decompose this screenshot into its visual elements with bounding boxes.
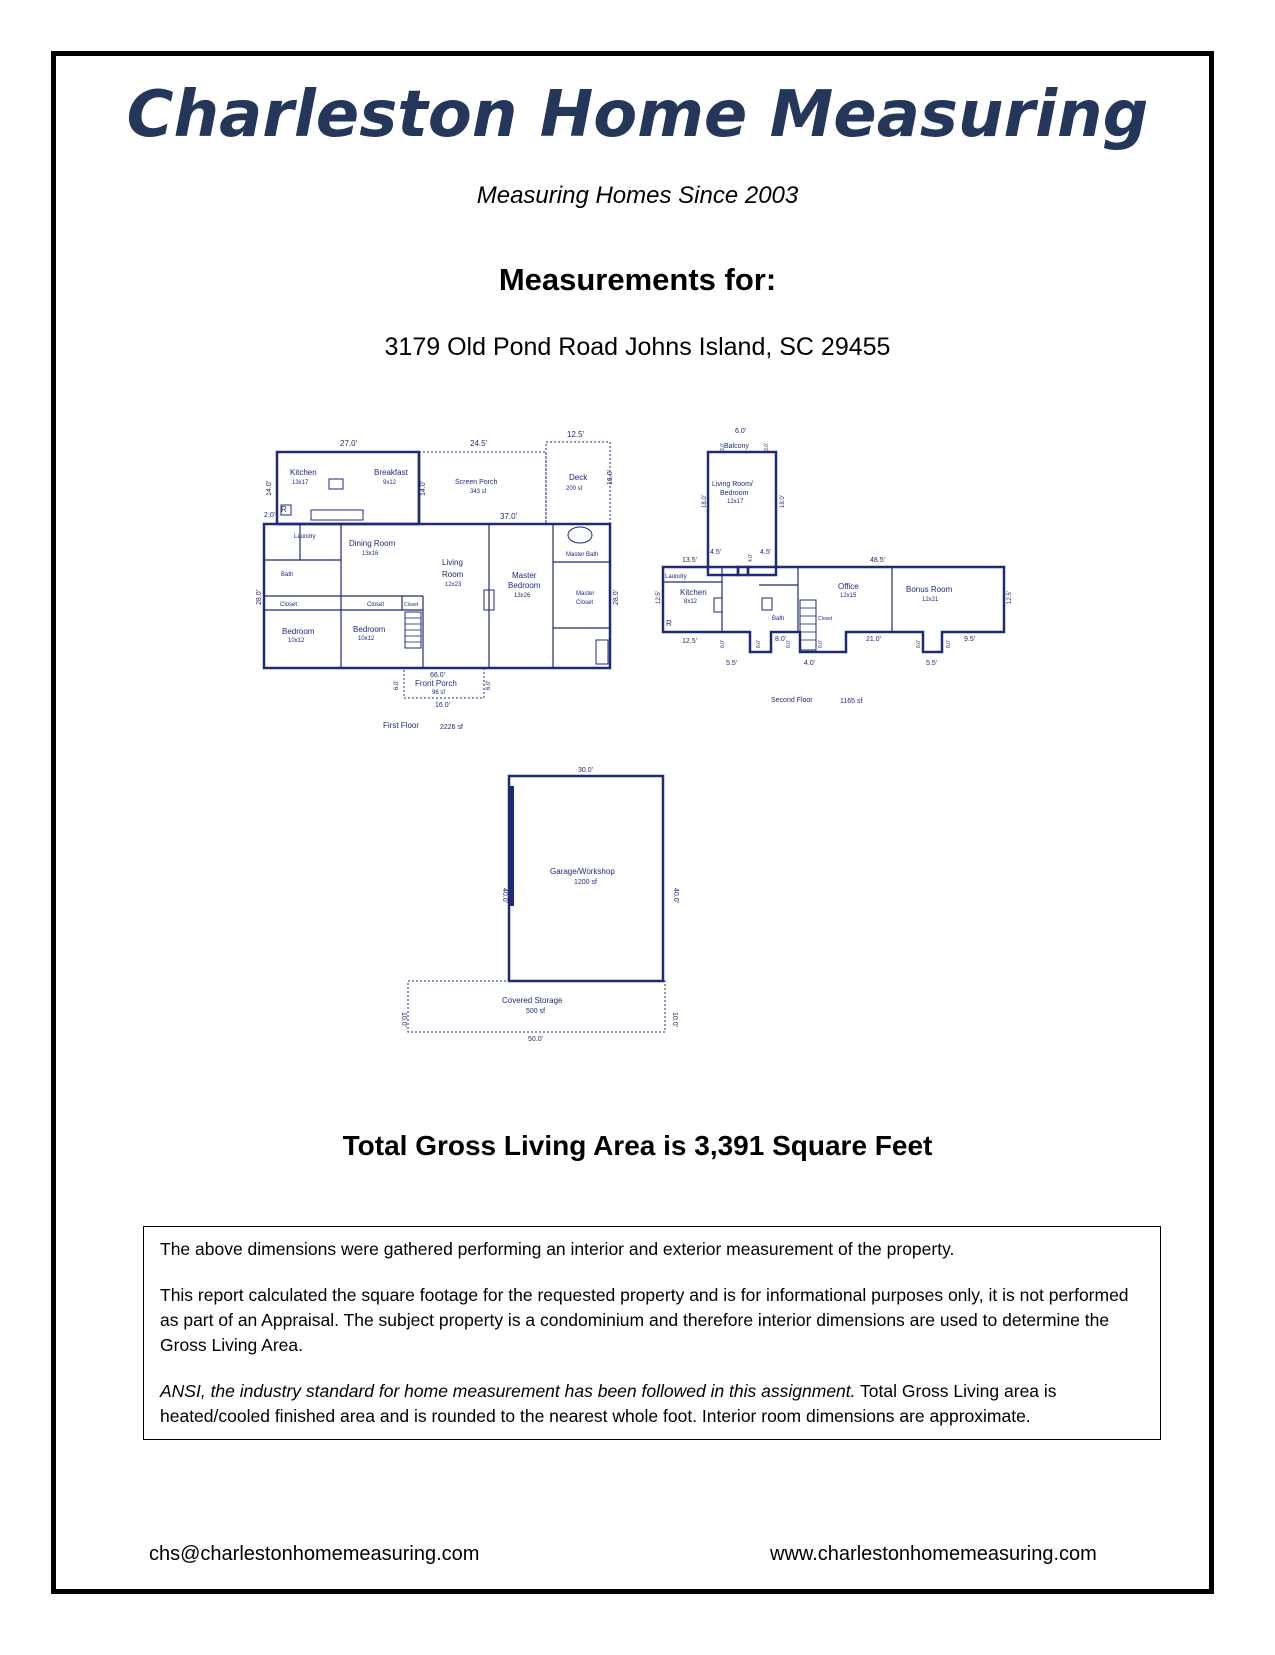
- note-3-rest: Total Gross Living area is heated/cooled finished area and is rounded to the nearest whole foot. Interior room dimensions are approximate.: [160, 1381, 1057, 1426]
- note-3-ansi: ANSI, the industry standard for home measurement has been followed in this assignment.: [160, 1381, 856, 1401]
- range-symbol: R: [281, 505, 287, 514]
- dim-porch-bottom: 37.0': [500, 512, 518, 521]
- dim-top-right: 48.5': [870, 557, 885, 564]
- dim-top-kitchen: 27.0': [340, 439, 358, 448]
- room-closet: Closet: [818, 616, 833, 622]
- room-living-bedroom-2: Bedroom: [720, 490, 749, 497]
- dim-right-main: 28.0': [613, 590, 620, 605]
- dim-notch-right: 4.5': [760, 549, 772, 556]
- room-laundry: Laundry: [294, 534, 316, 540]
- tower-wall: [708, 452, 776, 575]
- dim-top-porch: 24.5': [470, 439, 488, 448]
- room-master-bath: Master Bath: [566, 552, 599, 558]
- dim-left-main: 28.0': [256, 590, 263, 605]
- dim-storage-right: 10.0': [671, 1012, 678, 1027]
- second-floor-area: 1165 sf: [840, 698, 863, 705]
- room-screen-porch-area: 343 sf: [470, 489, 487, 495]
- dim-left-side: 12.5': [656, 591, 662, 604]
- room-kitchen-size: 8x12: [684, 599, 698, 605]
- dim-garage-left: 40.0': [501, 888, 508, 903]
- room-living-bedroom-size: 12x17: [727, 499, 744, 505]
- room-living-bedroom-1: Living Room/: [712, 481, 753, 488]
- dim-jut3-bottom: 5.5': [926, 660, 938, 667]
- room-kitchen-size: 13x17: [292, 480, 309, 486]
- dim-jut3-side-r: 6.0': [946, 640, 952, 648]
- dim-tower-left: 18.0': [702, 495, 708, 508]
- dim-end-right: 9.5': [964, 636, 976, 643]
- property-address: 3179 Old Pond Road Johns Island, SC 29455: [384, 333, 891, 361]
- first-floor-area: 2226 sf: [440, 724, 463, 731]
- dim-tower-right: 18.0': [780, 495, 786, 508]
- room-closet-1: Closet: [280, 602, 298, 608]
- dim-jut2-bottom: 4.0': [804, 660, 816, 667]
- dim-bottom-main: 66.0': [430, 672, 445, 679]
- dim-garage-top: 30.0': [578, 767, 593, 774]
- room-office: Office: [838, 582, 859, 591]
- room-bedroom-1: Bedroom: [282, 627, 315, 636]
- deck-outline: [546, 442, 610, 524]
- dim-deck-top: 12.5': [567, 430, 585, 439]
- dim-notch-left: 4.5': [710, 549, 722, 556]
- room-bath: Bath: [281, 572, 294, 578]
- room-screen-porch: Screen Porch: [455, 479, 498, 486]
- dim-notch-depth: 4.0': [748, 554, 754, 562]
- dim-jut1-side: 6.0': [720, 640, 726, 648]
- dim-jut2-side-r: 6.0': [818, 640, 824, 648]
- dim-deck-side: 16.0': [607, 470, 614, 485]
- dim-storage-bottom: 50.0': [528, 1036, 543, 1043]
- second-floor-label: Second Floor: [771, 697, 813, 704]
- first-floor-plan: [264, 442, 610, 698]
- room-bedroom-2: Bedroom: [353, 625, 386, 634]
- first-floor-labels: [256, 430, 620, 731]
- room-closet-small: Closet: [404, 602, 419, 608]
- room-kitchen: Kitchen: [290, 468, 317, 477]
- covered-storage-outline: [408, 981, 665, 1032]
- dim-jut3-side: 6.0': [916, 640, 922, 648]
- room-living-1: Living: [442, 558, 463, 567]
- measurements-heading: Measurements for:: [498, 262, 777, 297]
- room-breakfast-size: 9x12: [383, 480, 397, 486]
- room-bonus-size: 12x21: [922, 597, 939, 603]
- dim-bottom-left: 12.5': [682, 638, 697, 645]
- note-2: This report calculated the square footage for the requested property and is for informational purposes only, it is not performed as part of an Appraisal. The subject property is a condominium and therefore interior dimensions are used to determine the Gross Living Area.: [160, 1285, 1129, 1355]
- first-floor-label: First Floor: [383, 721, 419, 730]
- room-master-closet-1: Master: [576, 591, 595, 597]
- kitchen-block-wall: [277, 452, 419, 524]
- dim-jut2-side: 6.0': [786, 640, 792, 648]
- contact-email[interactable]: chs@charlestonhomemeasuring.com: [149, 1543, 480, 1565]
- garage-area: 1200 sf: [574, 879, 597, 886]
- dim-top-left: 13.5': [682, 557, 697, 564]
- room-bedroom-1-size: 10x12: [288, 638, 305, 644]
- dim-front-porch-bottom: 16.0': [435, 702, 450, 709]
- room-living-size: 12x23: [445, 582, 462, 588]
- total-gla: Total Gross Living Area is 3,391 Square Feet: [342, 1130, 933, 1161]
- dim-balcony-right: 3.0': [764, 443, 770, 451]
- room-deck: Deck: [569, 473, 588, 482]
- storage-area: 500 sf: [526, 1008, 546, 1015]
- room-master-closet-2: Closet: [576, 600, 594, 606]
- dim-left-kitchen: 14.0': [266, 481, 273, 496]
- garage-labels: [400, 767, 679, 1043]
- dim-mid-bottom: 8.0': [775, 636, 787, 643]
- screen-porch-outline: [419, 452, 546, 524]
- dim-storage-left: 10.0': [400, 1012, 407, 1027]
- room-master-bedroom-size: 13x26: [514, 593, 531, 599]
- company-title: Charleston Home Measuring: [126, 78, 1149, 152]
- room-master-bedroom-2: Bedroom: [508, 581, 541, 590]
- storage-label: Covered Storage: [502, 996, 563, 1005]
- note-1: The above dimensions were gathered performing an interior and exterior measurement of the property.: [160, 1239, 955, 1259]
- dim-garage-right: 40.0': [672, 888, 679, 903]
- dim-front-porch-right: 6.0': [486, 680, 492, 690]
- company-tagline: Measuring Homes Since 2003: [476, 182, 799, 209]
- room-dining-size: 13x16: [362, 551, 379, 557]
- garage-label: Garage/Workshop: [550, 867, 615, 876]
- room-bonus: Bonus Room: [906, 585, 953, 594]
- company-website[interactable]: www.charlestonhomemeasuring.com: [770, 1543, 1097, 1565]
- room-front-porch: Front Porch: [415, 679, 457, 688]
- dim-balcony-top: 6.0': [735, 428, 747, 435]
- dim-bottom-right: 21.0': [866, 636, 881, 643]
- room-living-2: Room: [442, 570, 464, 579]
- garage-plan: [408, 776, 665, 1032]
- room-balcony: Balcony: [724, 443, 749, 450]
- note-3: [160, 1379, 1144, 1429]
- room-deck-area: 200 sf: [566, 486, 583, 492]
- room-bedroom-2-size: 10x12: [358, 636, 375, 642]
- room-bath: Bath: [772, 616, 785, 622]
- room-laundry: Laundry: [665, 574, 687, 580]
- range-symbol-2: R: [666, 619, 672, 628]
- room-master-bedroom-1: Master: [512, 571, 537, 580]
- room-breakfast: Breakfast: [374, 468, 408, 477]
- dim-right-side: 12.5': [1007, 591, 1013, 604]
- dim-balcony-left: 3.0': [720, 443, 726, 451]
- dim-jut1-bottom: 5.5': [726, 660, 738, 667]
- room-closet-2: Closet: [367, 602, 385, 608]
- room-front-porch-area: 96 sf: [432, 690, 446, 696]
- room-kitchen: Kitchen: [680, 588, 707, 597]
- dim-jut1-side-r: 6.0': [756, 640, 762, 648]
- dim-left-step: 2.0': [264, 512, 276, 519]
- room-office-size: 12x15: [840, 593, 857, 599]
- dim-porch-side: 14.0': [420, 481, 427, 496]
- disclaimer-box: [143, 1226, 1161, 1440]
- dim-front-porch-left: 6.0': [394, 680, 400, 690]
- room-dining: Dining Room: [349, 539, 396, 548]
